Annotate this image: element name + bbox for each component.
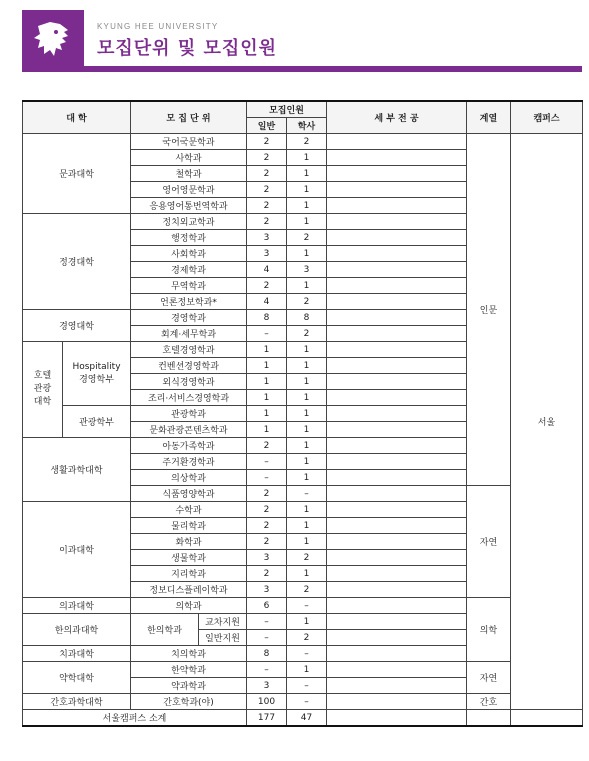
division-cell: 관광학부	[63, 406, 131, 438]
general-cell: 100	[247, 694, 287, 710]
general-cell: 2	[247, 534, 287, 550]
major-cell	[327, 710, 467, 727]
total-row	[23, 710, 583, 727]
unit-cell: 외식경영학과	[131, 374, 247, 390]
general-cell: 1	[247, 422, 287, 438]
unit-cell: 수학과	[131, 502, 247, 518]
unit-cell: 조리·서비스경영학과	[131, 390, 247, 406]
campus-cell	[511, 710, 583, 727]
major-cell	[327, 454, 467, 470]
total-label: 서울캠퍼스 소계	[23, 710, 247, 727]
scholar-cell: –	[287, 678, 327, 694]
general-cell: 2	[247, 150, 287, 166]
scholar-cell: 1	[287, 342, 327, 358]
general-cell: 2	[247, 278, 287, 294]
unit-cell: 생물학과	[131, 550, 247, 566]
major-cell	[327, 694, 467, 710]
major-cell	[327, 518, 467, 534]
unit-cell: 호텔경영학과	[131, 342, 247, 358]
university-name: KYUNG HEE UNIVERSITY	[97, 22, 219, 31]
lion-emblem-icon	[30, 18, 76, 64]
scholar-cell: 1	[287, 614, 327, 630]
unit-cell: 물리학과	[131, 518, 247, 534]
general-cell: 1	[247, 342, 287, 358]
scholar-cell: 1	[287, 246, 327, 262]
general-cell: 2	[247, 182, 287, 198]
major-cell	[327, 630, 467, 646]
general-cell: –	[247, 326, 287, 342]
header-general: 일반	[247, 118, 287, 134]
unit-cell: 철학과	[131, 166, 247, 182]
scholar-cell: 2	[287, 582, 327, 598]
major-cell	[327, 614, 467, 630]
unit-cell: 주거환경학과	[131, 454, 247, 470]
field-cell: 간호	[467, 694, 511, 710]
scholar-cell: 1	[287, 374, 327, 390]
scholar-cell: 1	[287, 390, 327, 406]
table-row	[23, 598, 583, 614]
unit-cell: 화학과	[131, 534, 247, 550]
major-cell	[327, 486, 467, 502]
general-cell: 8	[247, 646, 287, 662]
unit-cell: 한의학과	[131, 614, 199, 646]
major-cell	[327, 534, 467, 550]
major-cell	[327, 326, 467, 342]
unit-cell: 언론정보학과*	[131, 294, 247, 310]
scholar-cell: 2	[287, 134, 327, 150]
major-cell	[327, 214, 467, 230]
general-cell: 2	[247, 566, 287, 582]
major-cell	[327, 502, 467, 518]
scholar-cell: 1	[287, 166, 327, 182]
college-cell: 문과대학	[23, 134, 131, 214]
general-cell: 6	[247, 598, 287, 614]
major-cell	[327, 582, 467, 598]
major-cell	[327, 310, 467, 326]
college-cell: 치과대학	[23, 646, 131, 662]
college-cell: 간호과학대학	[23, 694, 131, 710]
major-cell	[327, 358, 467, 374]
general-cell: 2	[247, 518, 287, 534]
table-row	[23, 694, 583, 710]
unit-cell: 응용영어통번역학과	[131, 198, 247, 214]
general-cell: 3	[247, 246, 287, 262]
page-header	[22, 10, 582, 72]
major-cell	[327, 598, 467, 614]
major-cell	[327, 230, 467, 246]
major-cell	[327, 342, 467, 358]
major-cell	[327, 198, 467, 214]
major-cell	[327, 678, 467, 694]
unit-cell: 약과학과	[131, 678, 247, 694]
field-cell	[467, 710, 511, 727]
scholar-cell: 1	[287, 454, 327, 470]
campus-cell: 서울	[511, 134, 583, 710]
header-field: 계열	[467, 101, 511, 134]
scholar-cell: 2	[287, 630, 327, 646]
scholar-cell: –	[287, 646, 327, 662]
college-cell: 약학대학	[23, 662, 131, 694]
unit-cell: 회계·세무학과	[131, 326, 247, 342]
college-cell: 의과대학	[23, 598, 131, 614]
unit-cell: 사회학과	[131, 246, 247, 262]
major-cell	[327, 278, 467, 294]
general-cell: –	[247, 614, 287, 630]
major-cell	[327, 406, 467, 422]
unit-cell: 의학과	[131, 598, 247, 614]
general-cell: 2	[247, 502, 287, 518]
unit-cell: 행정학과	[131, 230, 247, 246]
unit-cell: 간호학과(야)	[131, 694, 247, 710]
scholar-cell: 1	[287, 470, 327, 486]
general-cell: 3	[247, 582, 287, 598]
major-cell	[327, 262, 467, 278]
university-logo	[22, 10, 84, 72]
scholar-cell: 1	[287, 422, 327, 438]
field-cell: 자연	[467, 486, 511, 598]
scholar-cell: 1	[287, 406, 327, 422]
general-cell: 1	[247, 358, 287, 374]
field-cell: 자연	[467, 662, 511, 694]
unit-cell: 사학과	[131, 150, 247, 166]
header-college: 대 학	[23, 101, 131, 134]
scholar-cell: 2	[287, 326, 327, 342]
unit-cell: 국어국문학과	[131, 134, 247, 150]
college-cell: 이과대학	[23, 502, 131, 598]
scholar-cell: 2	[287, 230, 327, 246]
title-underline	[84, 66, 582, 72]
college-cell: 한의과대학	[23, 614, 131, 646]
general-cell: 2	[247, 214, 287, 230]
field-cell: 의학	[467, 598, 511, 662]
major-cell	[327, 646, 467, 662]
subunit-cell: 교차지원	[199, 614, 247, 630]
major-cell	[327, 166, 467, 182]
scholar-cell: 1	[287, 278, 327, 294]
scholar-cell: –	[287, 486, 327, 502]
scholar-cell: 2	[287, 550, 327, 566]
unit-cell: 관광학과	[131, 406, 247, 422]
scholar-cell: 1	[287, 566, 327, 582]
general-cell: 2	[247, 134, 287, 150]
major-cell	[327, 150, 467, 166]
scholar-cell: 8	[287, 310, 327, 326]
general-cell: 1	[247, 406, 287, 422]
total-general: 177	[247, 710, 287, 727]
major-cell	[327, 422, 467, 438]
general-cell: –	[247, 662, 287, 678]
unit-cell: 식품영양학과	[131, 486, 247, 502]
general-cell: 1	[247, 374, 287, 390]
major-cell	[327, 134, 467, 150]
scholar-cell: 1	[287, 358, 327, 374]
admission-table	[22, 100, 583, 727]
unit-cell: 무역학과	[131, 278, 247, 294]
general-cell: 2	[247, 486, 287, 502]
general-cell: 3	[247, 550, 287, 566]
general-cell: 3	[247, 230, 287, 246]
header-quota: 모집인원	[247, 101, 327, 118]
unit-cell: 정치외교학과	[131, 214, 247, 230]
scholar-cell: 1	[287, 518, 327, 534]
subunit-cell: 일반지원	[199, 630, 247, 646]
college-cell: 정경대학	[23, 214, 131, 310]
unit-cell: 문화관광콘텐츠학과	[131, 422, 247, 438]
general-cell: –	[247, 454, 287, 470]
unit-cell: 지리학과	[131, 566, 247, 582]
division-cell: Hospitality 경영학부	[63, 342, 131, 406]
major-cell	[327, 438, 467, 454]
scholar-cell: –	[287, 598, 327, 614]
major-cell	[327, 566, 467, 582]
general-cell: 2	[247, 166, 287, 182]
major-cell	[327, 374, 467, 390]
general-cell: 1	[247, 390, 287, 406]
general-cell: 8	[247, 310, 287, 326]
unit-cell: 치의학과	[131, 646, 247, 662]
major-cell	[327, 390, 467, 406]
scholar-cell: 1	[287, 150, 327, 166]
scholar-cell: 1	[287, 198, 327, 214]
general-cell: 2	[247, 198, 287, 214]
scholar-cell: 1	[287, 214, 327, 230]
page-title: 모집단위 및 모집인원	[97, 38, 278, 59]
college-cell: 경영대학	[23, 310, 131, 342]
major-cell	[327, 470, 467, 486]
unit-cell: 영어영문학과	[131, 182, 247, 198]
scholar-cell: 1	[287, 662, 327, 678]
total-scholar: 47	[287, 710, 327, 727]
header-scholar: 학사	[287, 118, 327, 134]
field-cell: 인문	[467, 134, 511, 486]
unit-cell: 아동가족학과	[131, 438, 247, 454]
college-cell: 생활과학대학	[23, 438, 131, 502]
table-header-row	[23, 101, 583, 118]
major-cell	[327, 182, 467, 198]
general-cell: 3	[247, 678, 287, 694]
college-cell: 호텔 관광 대학	[23, 342, 63, 438]
unit-cell: 의상학과	[131, 470, 247, 486]
unit-cell: 경제학과	[131, 262, 247, 278]
header-major: 세 부 전 공	[327, 101, 467, 134]
general-cell: 4	[247, 262, 287, 278]
header-unit: 모 집 단 위	[131, 101, 247, 134]
scholar-cell: –	[287, 694, 327, 710]
scholar-cell: 2	[287, 294, 327, 310]
scholar-cell: 1	[287, 438, 327, 454]
table-row	[23, 134, 583, 150]
major-cell	[327, 662, 467, 678]
unit-cell: 한약학과	[131, 662, 247, 678]
unit-cell: 경영학과	[131, 310, 247, 326]
major-cell	[327, 294, 467, 310]
scholar-cell: 3	[287, 262, 327, 278]
scholar-cell: 1	[287, 534, 327, 550]
header-campus: 캠퍼스	[511, 101, 583, 134]
scholar-cell: 1	[287, 502, 327, 518]
unit-cell: 정보디스플레이학과	[131, 582, 247, 598]
major-cell	[327, 550, 467, 566]
general-cell: 2	[247, 438, 287, 454]
general-cell: –	[247, 630, 287, 646]
major-cell	[327, 246, 467, 262]
general-cell: 4	[247, 294, 287, 310]
unit-cell: 컨벤션경영학과	[131, 358, 247, 374]
scholar-cell: 1	[287, 182, 327, 198]
table-row	[23, 662, 583, 678]
general-cell: –	[247, 470, 287, 486]
